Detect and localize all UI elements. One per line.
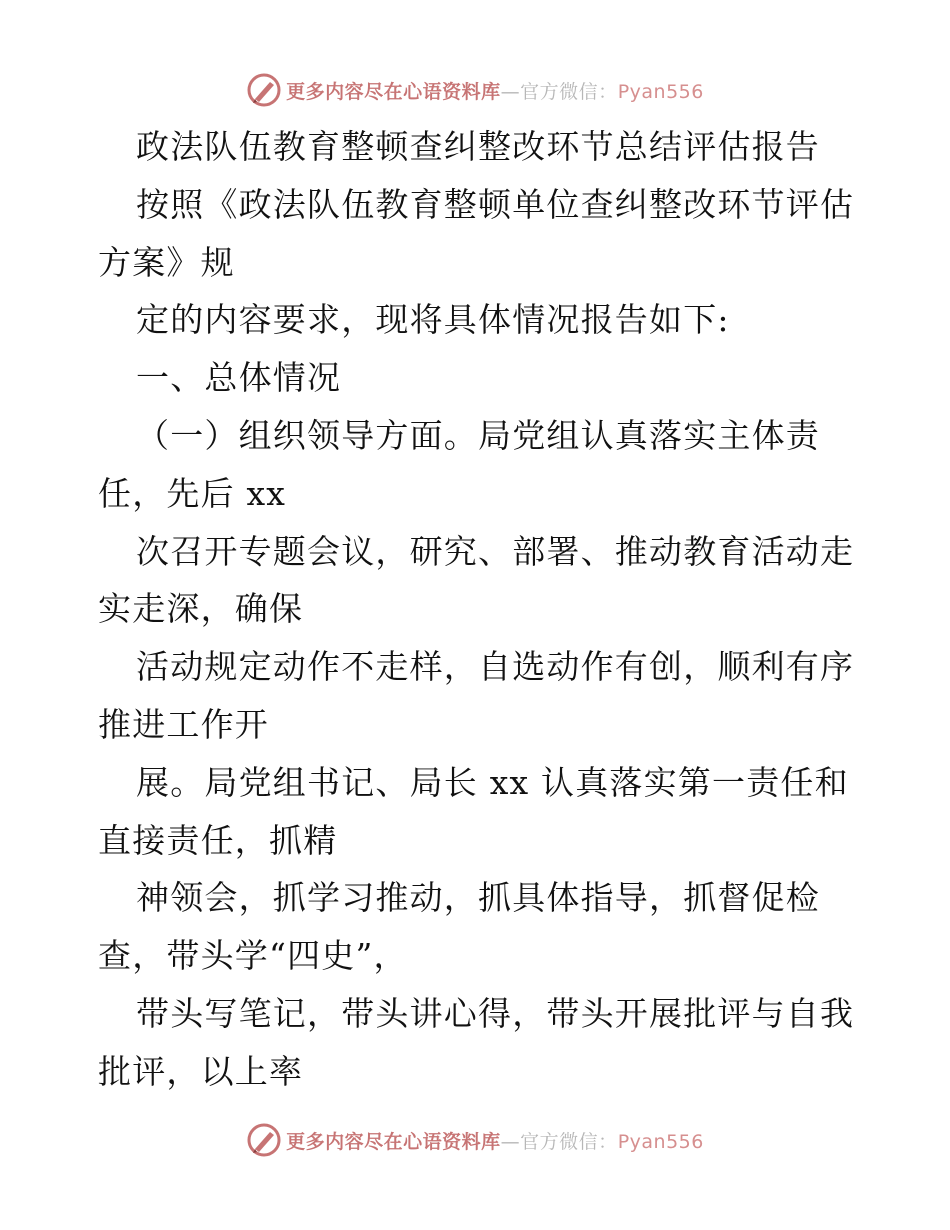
watermark-text: 更多内容尽在心语资料库—官方微信：Pyan556 (286, 1130, 704, 1153)
paragraph-line: 次召开专题会议，研究、部署、推动教育活动走 (136, 531, 855, 571)
watermark-text: 更多内容尽在心语资料库—官方微信：Pyan556 (286, 80, 704, 103)
pen-logo-icon (246, 1122, 282, 1158)
paragraph-line: 任，先后 xx (98, 473, 287, 513)
paragraph-line: 直接责任，抓精 (98, 820, 338, 860)
paragraph-line: 按照《政法队伍教育整顿单位查纠整改环节评估 (136, 184, 855, 224)
paragraph-line: 实走深，确保 (98, 589, 304, 629)
paragraph-line: 定的内容要求，现将具体情况报告如下: (136, 300, 730, 340)
paragraph-line: （一）组织领导方面。局党组认真落实主体责 (136, 415, 820, 455)
header-watermark (0, 70, 950, 110)
paragraph-line: 批评，以上率 (98, 1051, 304, 1091)
paragraph-line: 神领会，抓学习推动，抓具体指导，抓督促检 (136, 878, 820, 918)
document-title: 政法队伍教育整顿查纠整改环节总结评估报告 (136, 127, 820, 166)
paragraph-line: 活动规定动作不走样，自选动作有创，顺利有序 (136, 647, 855, 687)
pen-logo-icon (246, 72, 282, 108)
paragraph-line: 推进工作开 (98, 704, 269, 744)
paragraph-line: 查，带头学“四史”， (98, 936, 408, 976)
section-heading: 一、总体情况 (136, 358, 342, 398)
paragraph-line: 带头写笔记，带头讲心得，带头开展批评与自我 (136, 993, 855, 1033)
paragraph-line: 方案》规 (98, 242, 235, 282)
paragraph-line: 展。局党组书记、局长 xx 认真落实第一责任和 (136, 762, 849, 802)
document-body (98, 118, 858, 1101)
footer-watermark (0, 1120, 950, 1160)
